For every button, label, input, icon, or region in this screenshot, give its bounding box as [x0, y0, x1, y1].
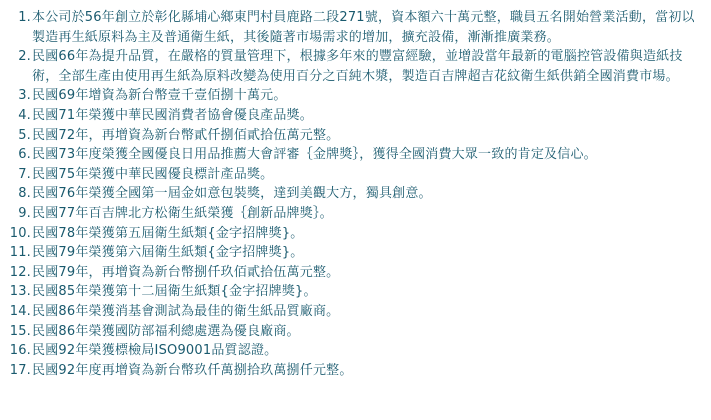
list-item: [0, 165, 711, 185]
list-item: [0, 341, 711, 361]
list-item: [0, 243, 711, 263]
list-item-number: 8.: [18, 186, 31, 202]
list-item: [0, 263, 711, 283]
list-item-text: 民國73年度榮獲全國優良日用品推薦大會評審｛金牌獎｝，獲得全國消費大眾一致的肯定及信心。: [32, 147, 597, 163]
list-item-number: 12.: [9, 264, 31, 280]
list-item-text: 民國72年，再增資為新台幣貳仟捌佰貳拾伍萬元整。: [32, 127, 340, 143]
list-item-number: 14.: [9, 303, 31, 319]
list-item-number: 3.: [18, 88, 31, 104]
list-item-number: 4.: [18, 107, 31, 123]
list-item-text: 民國71年榮獲中華民國消費者協會優良產品獎。: [32, 107, 313, 123]
list-item-number: 9.: [18, 205, 31, 221]
list-item: [0, 106, 711, 126]
list-item-number: 2.: [18, 49, 31, 65]
list-item: [0, 282, 711, 302]
list-item-text: 民國79年，再增資為新台幣捌仟玖佰貳拾伍萬元整。: [32, 264, 340, 280]
list-item-number: 5.: [18, 127, 31, 143]
list-item-number: 17.: [9, 362, 31, 378]
history-list: [0, 8, 711, 380]
list-item-number: 6.: [18, 147, 31, 163]
list-item: [0, 126, 711, 146]
list-item-text: 民國77年百吉牌北方松衛生紙榮獲｛創新品牌獎｝。: [32, 205, 333, 221]
list-item-text: 民國86年榮獲國防部福利總處選為優良廠商。: [32, 323, 300, 339]
list-item: [0, 8, 711, 47]
list-item: [0, 361, 711, 381]
list-item-number: 13.: [9, 284, 31, 300]
list-item-text: 民國79年榮獲第六屆衛生紙類{金字招牌獎}。: [32, 245, 304, 261]
list-item-text: 民國75年榮獲中華民國優良標計產品獎。: [32, 166, 274, 182]
list-item-number: 15.: [9, 323, 31, 339]
list-item: [0, 47, 711, 86]
list-item: [0, 322, 711, 342]
list-item-text: 民國66年為提升品質，在嚴格的質量管理下，根據多年來的豐富經驗，並增設當年最新的電腦控管設備與造紙技術，全部生產由使用再生紙為原料改變為使用百分之百純木漿，製造百吉牌超吉花紋衛生紙供銷全國消費市場。: [32, 49, 683, 84]
list-item-text: 民國76年榮獲全國第一屆金如意包裝獎，達到美觀大方，獨具創意。: [32, 186, 432, 202]
list-item-text: 民國92年榮獲標檢局ISO9001品質認證。: [32, 343, 278, 359]
list-item: [0, 184, 711, 204]
list-item: [0, 302, 711, 322]
list-item: [0, 86, 711, 106]
list-item-text: 民國69年增資為新台幣壹千壹佰捌十萬元。: [32, 88, 287, 104]
list-item-text: 民國92年度再增資為新台幣玖仟萬捌拾玖萬捌仟元整。: [32, 362, 353, 378]
list-item-number: 1.: [18, 10, 31, 25]
list-item-text: 民國78年榮獲第五屆衛生紙類{金字招牌獎}。: [32, 225, 304, 241]
list-item-number: 10.: [9, 225, 31, 241]
list-item-number: 11.: [9, 245, 31, 261]
list-item: [0, 204, 711, 224]
list-item-text: 民國85年榮獲第十二屆衛生紙類{金字招牌獎}。: [32, 284, 317, 300]
list-item: [0, 224, 711, 244]
list-item-text: 民國86年榮獲消基會測試為最佳的衛生紙品質廠商。: [32, 303, 340, 319]
list-item-number: 16.: [9, 343, 31, 359]
list-item: [0, 145, 711, 165]
list-item-text: 本公司於56年創立於彰化縣埔心鄉東門村員鹿路二段271號，資本額六十萬元整，職員五名開始營業活動，當初以製造再生紙原料為主及普通衛生紙，其後隨著市場需求的增加，擴充設備，漸漸推廣業務。: [32, 10, 695, 45]
list-item-number: 7.: [18, 166, 31, 182]
